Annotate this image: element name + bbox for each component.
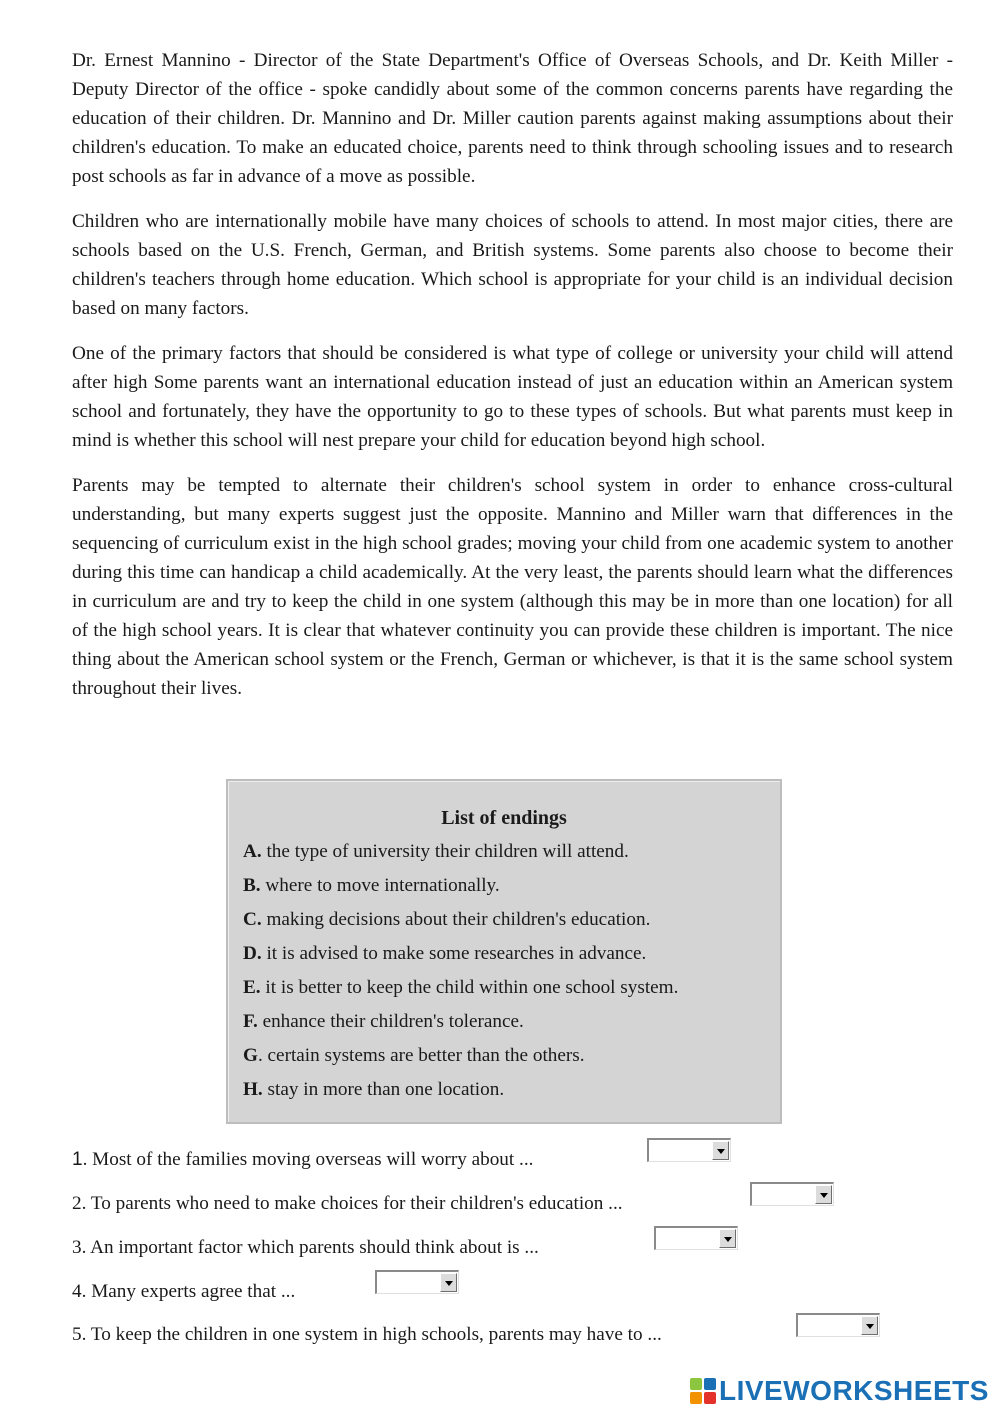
liveworksheets-logo [690, 1373, 989, 1409]
question-number: 5 [72, 1324, 82, 1345]
ending-g [243, 1045, 585, 1067]
chevron-down-icon[interactable] [815, 1185, 832, 1204]
question-2 [72, 1193, 623, 1215]
question-text: . An important factor which parents should think about is ... [81, 1237, 539, 1258]
question-text: . Many experts agree that ... [81, 1281, 296, 1302]
endings-title: List of endings [441, 807, 567, 829]
question-4 [72, 1281, 295, 1303]
liveworksheets-logo-icon [690, 1378, 716, 1404]
ending-letter: C. [243, 909, 262, 930]
ending-d [243, 943, 646, 965]
ending-text: it is advised to make some researches in advance. [261, 943, 647, 964]
ending-letter: H. [243, 1079, 263, 1100]
endings-box [226, 779, 782, 1124]
ending-text: the type of university their children will attend. [261, 841, 629, 862]
question-number: 4 [72, 1281, 82, 1302]
paragraph-2: Children who are internationally mobile have many choices of schools to attend. In most major cities, there are schools based on the U.S. French, German, and British systems. Some parents also choose to become their children's teachers through home education. Which school is appropriate for your child is an individual decision based on many factors. [72, 211, 953, 319]
ending-text: . certain systems are better than the others. [257, 1045, 585, 1066]
answer-5-dropdown[interactable] [796, 1313, 880, 1337]
ending-letter: F. [243, 1011, 258, 1032]
ending-a [243, 841, 629, 863]
reading-text [72, 46, 953, 719]
answer-3-dropdown[interactable] [654, 1226, 738, 1250]
ending-text: making decisions about their children's education. [261, 909, 651, 930]
ending-b [243, 875, 500, 897]
ending-letter: G [243, 1045, 258, 1066]
ending-c [243, 909, 650, 931]
answer-1-dropdown[interactable] [647, 1138, 731, 1162]
ending-letter: B. [243, 875, 261, 896]
answer-2-dropdown[interactable] [750, 1182, 834, 1206]
ending-e [243, 977, 678, 999]
chevron-down-icon[interactable] [712, 1141, 729, 1160]
question-number: 3 [72, 1237, 82, 1258]
paragraph-1: Dr. Ernest Mannino - Director of the State Department's Office of Overseas Schools, and Dr. Keith Miller - Deputy Director of the office - spoke candidly about some of the common concerns parents have regarding the education of their children. Dr. Mannino and Dr. Miller caution parents against making assumptions about their children's education. To make an educated choice, parents need to think through schooling issues and to research post schools as far in advance of a move as possible. [72, 50, 953, 187]
chevron-down-icon[interactable] [719, 1229, 736, 1248]
paragraph-4: Parents may be tempted to alternate their children's school system in order to enhance cross-cultural understanding, but many experts suggest just the opposite. Mannino and Miller warn that differences in the sequencing of curriculum exist in the high school grades; moving your child from one academic system to another during this time can handicap a child academically. At the very least, the parents should learn what the differences in curriculum are and try to keep the child in one system (although this may be in more than one location) for all of the high school years. It is clear that whatever continuity you can provide these children is important. The nice thing about the American school system or the French, German or whichever, is that it is the same school system throughout their lives. [72, 475, 953, 699]
question-number: 2 [72, 1193, 82, 1214]
question-number: 1 [72, 1149, 83, 1170]
ending-letter: D. [243, 943, 262, 964]
ending-f [243, 1011, 524, 1033]
question-1 [72, 1149, 533, 1171]
ending-text: where to move internationally. [260, 875, 500, 896]
ending-h [243, 1079, 504, 1101]
question-3 [72, 1237, 539, 1259]
ending-text: stay in more than one location. [262, 1079, 505, 1100]
logo-text: LIVEWORKSHEETS [719, 1375, 989, 1406]
paragraph-3: One of the primary factors that should be considered is what type of college or university your child will attend after high Some parents want an international education instead of just an education within an American system school and fortunately, they have the opportunity to go to these types of schools. But what parents must keep in mind is whether this school will nest prepare your child for education beyond high school. [72, 343, 953, 451]
ending-text: enhance their children's tolerance. [257, 1011, 524, 1032]
chevron-down-icon[interactable] [861, 1316, 878, 1335]
question-5 [72, 1324, 662, 1346]
answer-4-dropdown[interactable] [375, 1270, 459, 1294]
question-text: . To parents who need to make choices for their children's education ... [81, 1193, 623, 1214]
ending-text: it is better to keep the child within one school system. [260, 977, 679, 998]
question-text: . To keep the children in one system in high schools, parents may have to ... [81, 1324, 662, 1345]
ending-letter: E. [243, 977, 261, 998]
ending-letter: A. [243, 841, 262, 862]
chevron-down-icon[interactable] [440, 1273, 457, 1292]
question-text: . Most of the families moving overseas will worry about ... [82, 1149, 534, 1170]
